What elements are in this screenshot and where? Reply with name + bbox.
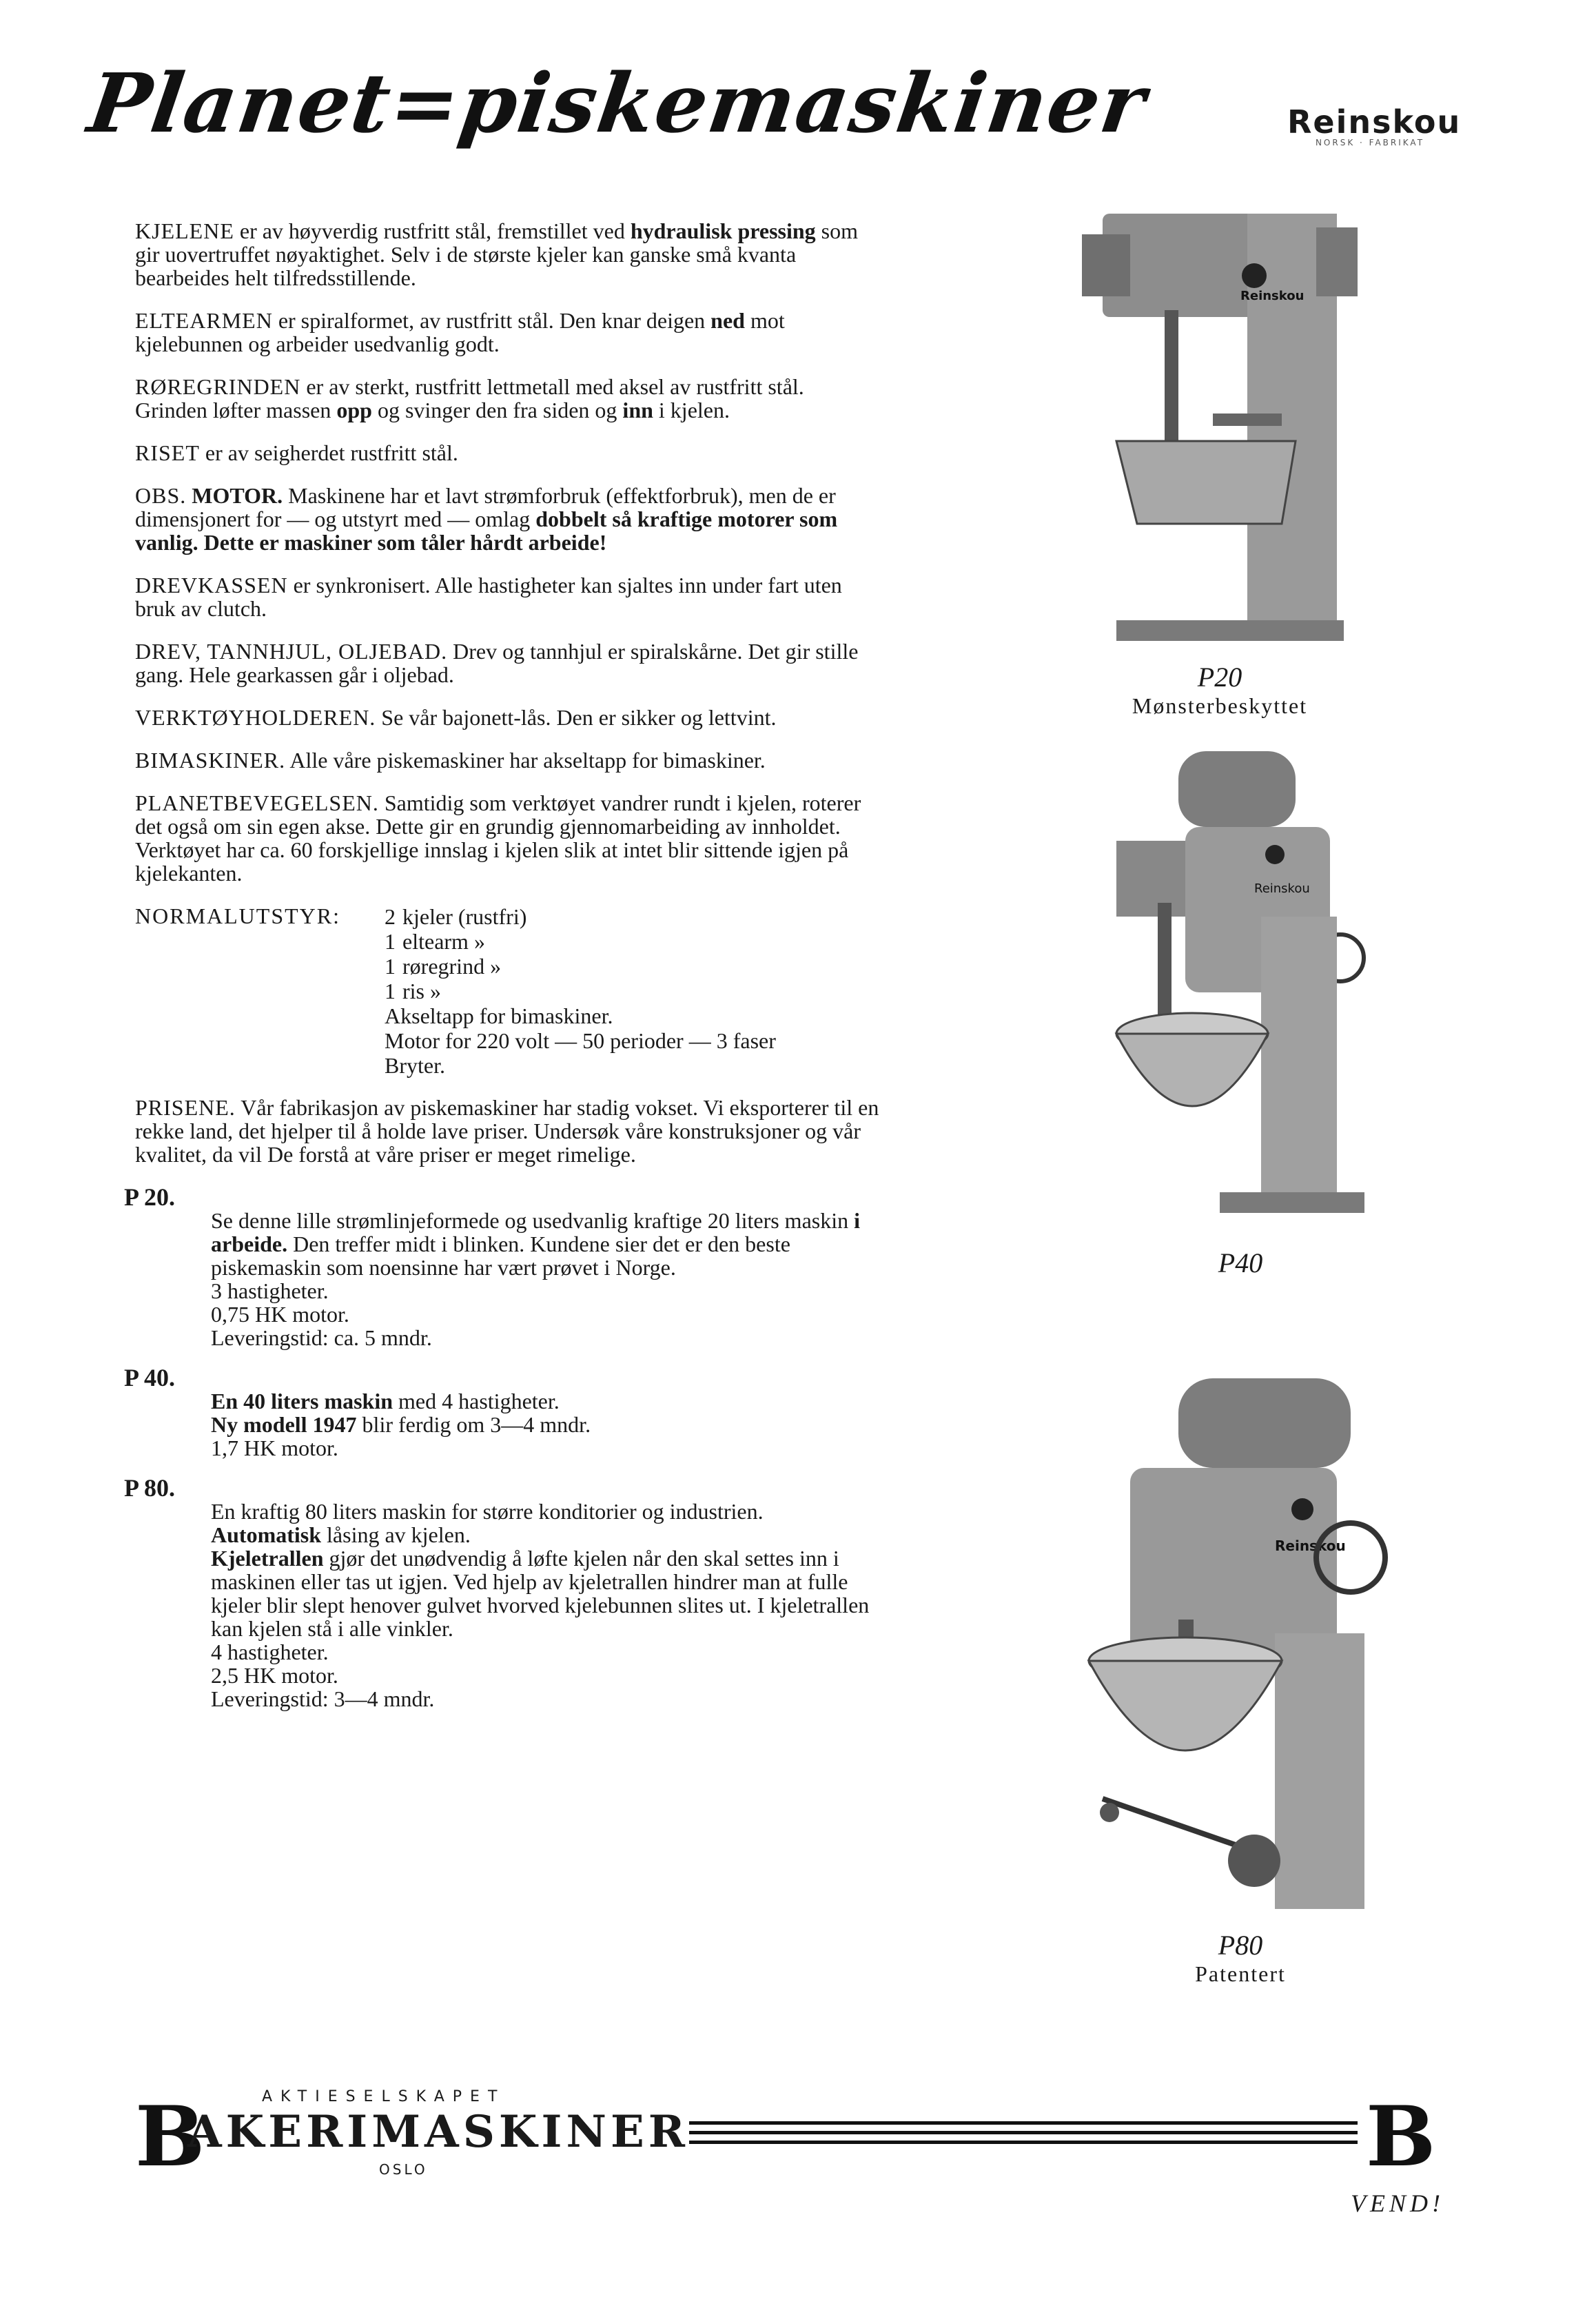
- text-column: [124, 218, 879, 1727]
- list-item: 2 kjeler (rustfri): [385, 904, 527, 929]
- p80-machine-illustration: [1075, 1371, 1406, 1923]
- p40-model-label: P40: [1218, 1247, 1263, 1278]
- model-body-p20: Se denne lille strømlinjeformede og usedvanlig kraftige 20 liters maskin i arbeide. Den treffer midt i blinken. Kundene sier det er den beste piskemaskin som noensinne har vært prøvet i Norge. 3 hastigheter. 0,75 HK motor. Leveringstid: ca. 5 mndr.: [211, 1208, 860, 1350]
- para-drevkassen: DREVKASSEN er synkronisert. Alle hastigheter kan sjaltes inn under fart uten bruk av clutch.: [135, 573, 842, 621]
- model-heading-p40: P 40.: [124, 1364, 176, 1391]
- brand-logo: [1287, 103, 1462, 147]
- para-drev: DREV, TANNHJUL, OLJEBAD. Drev og tannhjul er spiralskårne. Det gir stille gang. Hele gearkassen går i oljebad.: [135, 639, 859, 687]
- para-riset: RISET er av seigherdet rustfritt stål.: [135, 440, 458, 465]
- para-prisene: PRISENE. Vår fabrikasjon av piskemaskiner har stadig vokset. Vi eksporterer til en rekke land, det hjelper til å holde lave priser. Undersøk våre konstruksjoner og vår kvalitet, da vil De forstå at våre priser er meget rimelige.: [135, 1095, 879, 1167]
- footer-logo-left: B: [135, 2088, 205, 2185]
- list-item: 1 røregrind »: [385, 954, 502, 979]
- model-body-p40: En 40 liters maskin med 4 hastigheter. Ny modell 1947 blir ferdig om 3—4 mndr. 1,7 HK motor.: [211, 1389, 591, 1460]
- p80-caption: [1130, 1930, 1351, 1987]
- model-body-p80: En kraftig 80 liters maskin for større konditorier og industrien. Automatisk låsing av kjelen. Kjeletrallen gjør det unødvendig å løfte kjelen når den skal settes inn i maskinen eller tas ut igjen. Ved hjelp av kjeletrallen hindrer man at fulle kjeler blir slept henover gulvet hvorved kjelebunnen slites ut. I kjeletrallen kan kjelen stå i alle vinkler. 4 hastigheter. 2,5 HK motor. Leveringstid: 3—4 mndr.: [211, 1499, 870, 1711]
- footer-logo-right: B: [1366, 2088, 1436, 2185]
- footer-rule: [689, 2141, 1358, 2144]
- footer-rule: [689, 2121, 1358, 2125]
- p40-nameplate: Reinskou: [1254, 881, 1310, 896]
- para-kjelene: KJELENE er av høyverdig rustfritt stål, fremstillet ved hydraulisk pressing som gir uovertruffet nøyaktighet. Selv i de største kjeler kan ganske små kvanta bearbeides helt tilfredsstillende.: [135, 218, 858, 290]
- page-title: Planet=piskemaskiner: [83, 55, 1153, 151]
- normalutstyr-list: [135, 904, 879, 1078]
- list-item: 1 eltearm »: [385, 929, 485, 954]
- p80-model-label: P80: [1218, 1930, 1263, 1961]
- para-eltearmen: ELTEARMEN er spiralformet, av rustfritt stål. Den knar deigen ned mot kjelebunnen og arbeider usedvanlig godt.: [135, 308, 785, 356]
- para-motor: OBS. MOTOR. Maskinene har et lavt strømforbruk (effektforbruk), men de er dimensjonert for — og utstyrt med — omlag dobbelt så kraftige motorer som vanlig. Dette er maskiner som tåler hårdt arbeide!: [135, 483, 838, 555]
- para-verktoyholderen: VERKTØYHOLDEREN. Se vår bajonett-lås. Den er sikker og lettvint.: [135, 705, 777, 730]
- footer-company-prefix: AKTIESELSKAPET: [262, 2088, 506, 2105]
- p20-caption: [1109, 662, 1330, 719]
- p80-nameplate: Reinskou: [1275, 1538, 1346, 1554]
- para-roregrinden: RØREGRINDEN er av sterkt, rustfritt lettmetall med aksel av rustfritt stål. Grinden løfter massen opp og svinger den fra siden og inn i kjelen.: [135, 374, 804, 422]
- footer-vend: VEND!: [1351, 2189, 1444, 2217]
- p40-caption: [1130, 1247, 1351, 1279]
- p40-machine-illustration: [1103, 737, 1392, 1220]
- list-item: 1 ris »: [385, 979, 441, 1003]
- model-heading-p20: P 20.: [124, 1183, 176, 1211]
- brand-name: Reinskou: [1287, 103, 1462, 141]
- p20-model-label: P20: [1197, 662, 1242, 693]
- list-item: Motor for 220 volt — 50 perioder — 3 faser: [385, 1028, 776, 1053]
- list-item: Bryter.: [385, 1053, 445, 1078]
- footer-rule: [689, 2131, 1358, 2134]
- brand-subtitle: NORSK · FABRIKAT: [1315, 138, 1425, 147]
- p80-caption-text: Patentert: [1195, 1961, 1286, 1986]
- para-planetbevegelsen: PLANETBEVEGELSEN. Samtidig som verktøyet vandrer rundt i kjelen, roterer det også om sin egen akse. Dette gir en grundig gjennomarbeiding av innholdet. Verktøyet har ca. 60 forskjellige innslag i kjelen slik at intet blir sittende igjen på kjelekanten.: [135, 790, 861, 886]
- p20-caption-text: Mønsterbeskyttet: [1132, 693, 1308, 718]
- normalutstyr-label: NORMALUTSTYR:: [135, 903, 341, 928]
- model-heading-p80: P 80.: [124, 1474, 176, 1502]
- footer-company-name: AKERIMASKINER: [187, 2106, 689, 2158]
- p20-machine-illustration: [1075, 207, 1364, 648]
- list-item: Akseltapp for bimaskiner.: [385, 1003, 613, 1028]
- footer-city: OSLO: [379, 2161, 428, 2178]
- para-bimaskiner: BIMASKINER. Alle våre piskemaskiner har akseltapp for bimaskiner.: [135, 748, 766, 773]
- p20-nameplate: Reinskou: [1240, 289, 1305, 303]
